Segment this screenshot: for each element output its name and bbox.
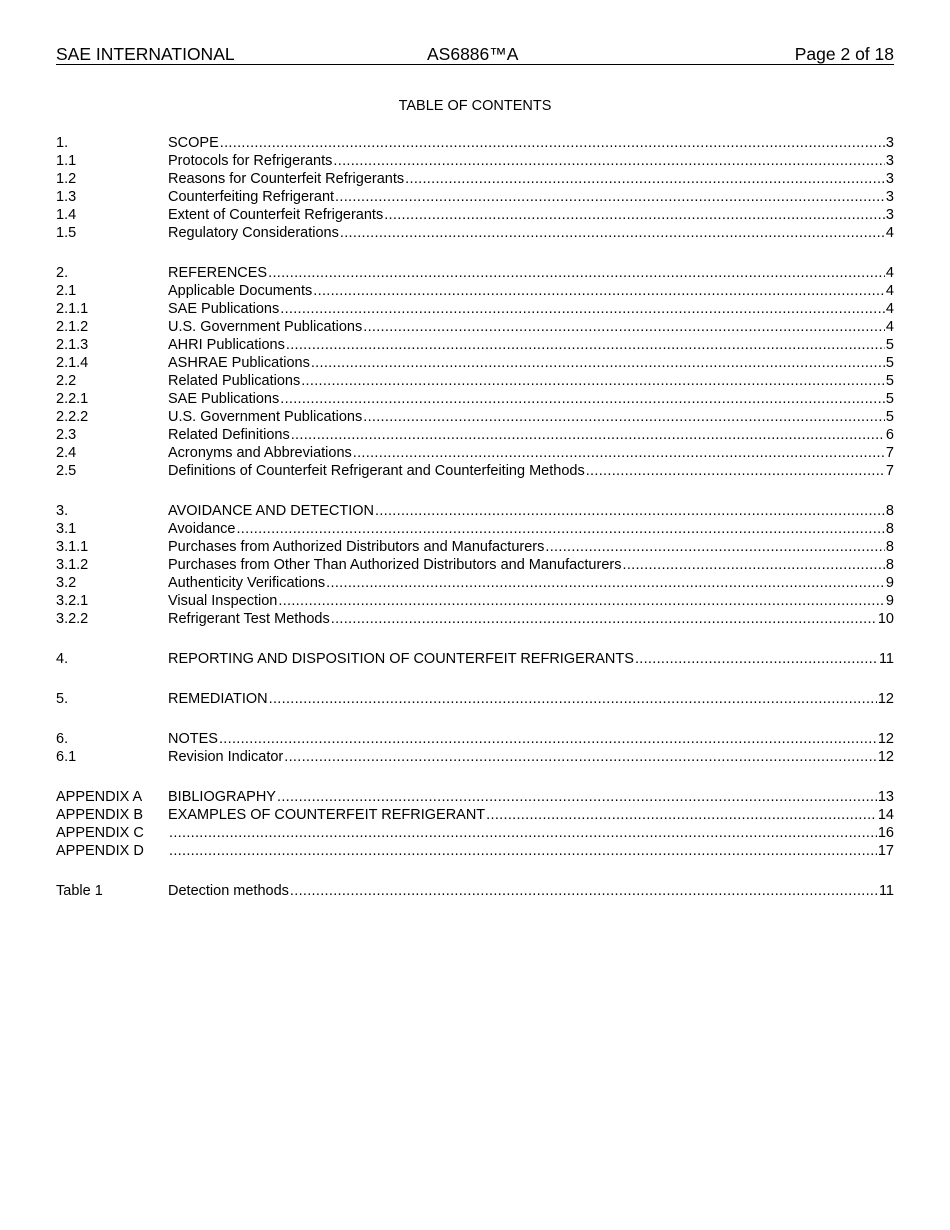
toc-entry-title: Regulatory Considerations — [168, 225, 339, 241]
toc-entry-title: Related Definitions — [168, 427, 290, 443]
toc-entry-number: APPENDIX C — [56, 825, 144, 841]
toc-entry-number: 2.1.1 — [56, 301, 89, 317]
toc-dot-leader — [268, 264, 885, 282]
toc-entry-page: 5 — [885, 391, 894, 407]
toc-entry-title: BIBLIOGRAPHY — [168, 789, 276, 805]
toc-entry-number: 2.1.4 — [56, 355, 89, 371]
toc-dot-leader — [333, 152, 885, 170]
toc-entry-number: 6. — [56, 731, 69, 747]
toc-dot-leader — [311, 354, 885, 372]
toc-entry-page: 4 — [885, 283, 894, 299]
toc-entry-title: Visual Inspection — [168, 593, 278, 609]
toc-dot-leader — [375, 502, 885, 520]
toc-entry-title: Detection methods — [168, 883, 289, 899]
toc-title: TABLE OF CONTENTS — [398, 98, 552, 114]
toc-entry-number: 2.2.2 — [56, 409, 89, 425]
toc-entry-title: Applicable Documents — [168, 283, 313, 299]
toc-entry-page: 4 — [885, 319, 894, 335]
toc-section-group — [56, 502, 894, 628]
toc-entry[interactable] — [56, 610, 894, 628]
toc-dot-leader — [363, 318, 885, 336]
toc-entry-title: NOTES — [168, 731, 218, 747]
toc-entry[interactable] — [56, 170, 894, 188]
toc-entry-number: 2.2 — [56, 373, 77, 389]
toc-entry-number: 2.3 — [56, 427, 77, 443]
toc-entry[interactable] — [56, 224, 894, 242]
toc-section-group — [56, 690, 894, 708]
toc-entry[interactable] — [56, 336, 894, 354]
toc-entry-page: 12 — [877, 691, 894, 707]
toc-entry[interactable] — [56, 730, 894, 748]
toc-entry-number: APPENDIX D — [56, 843, 144, 859]
toc-dot-leader — [278, 592, 885, 610]
toc-entry-page: 10 — [877, 611, 894, 627]
table-of-contents — [56, 134, 894, 922]
toc-entry-page: 11 — [878, 651, 894, 667]
toc-entry-number: Table 1 — [56, 883, 103, 899]
organization-name: SAE INTERNATIONAL — [56, 44, 235, 64]
toc-entry[interactable] — [56, 538, 894, 556]
toc-entry-number: 3. — [56, 503, 69, 519]
toc-dot-leader — [284, 748, 877, 766]
toc-entry[interactable] — [56, 426, 894, 444]
toc-entry-title: Definitions of Counterfeit Refrigerant and Counterfeiting Methods — [168, 463, 585, 479]
page-header — [56, 44, 894, 65]
toc-entry[interactable] — [56, 824, 894, 842]
toc-entry[interactable] — [56, 188, 894, 206]
toc-entry[interactable] — [56, 390, 894, 408]
toc-entry-page: 3 — [885, 135, 894, 151]
toc-entry-title: ASHRAE Publications — [168, 355, 310, 371]
toc-dot-leader — [277, 788, 877, 806]
toc-dot-leader — [280, 390, 885, 408]
toc-entry-page: 11 — [878, 883, 894, 899]
page-indicator: Page 2 of 18 — [794, 44, 894, 64]
toc-entry-number: 3.1.2 — [56, 557, 89, 573]
toc-dot-leader — [291, 426, 885, 444]
toc-entry-title: AHRI Publications — [168, 337, 285, 353]
toc-dot-leader — [236, 520, 884, 538]
toc-dot-leader — [280, 300, 885, 318]
toc-entry-number: 3.2 — [56, 575, 77, 591]
toc-entry-page: 3 — [885, 207, 894, 223]
toc-entry[interactable] — [56, 318, 894, 336]
toc-entry[interactable] — [56, 650, 894, 668]
toc-entry[interactable] — [56, 300, 894, 318]
toc-entry[interactable] — [56, 882, 894, 900]
toc-dot-leader — [363, 408, 885, 426]
toc-section-group — [56, 650, 894, 668]
toc-entry-number: 1.4 — [56, 207, 77, 223]
toc-dot-leader — [326, 574, 885, 592]
toc-entry-number: 4. — [56, 651, 69, 667]
toc-entry[interactable] — [56, 592, 894, 610]
toc-entry-page: 4 — [885, 301, 894, 317]
toc-entry-number: APPENDIX B — [56, 807, 144, 823]
toc-dot-leader — [340, 224, 885, 242]
toc-entry-title: Acronyms and Abbreviations — [168, 445, 352, 461]
toc-dot-leader — [313, 282, 885, 300]
toc-section-group — [56, 134, 894, 242]
toc-dot-leader — [335, 188, 885, 206]
toc-dot-leader — [290, 882, 878, 900]
toc-entry-title: U.S. Government Publications — [168, 409, 363, 425]
toc-entry[interactable] — [56, 408, 894, 426]
toc-entry[interactable] — [56, 748, 894, 766]
toc-entry-number: 2.2.1 — [56, 391, 89, 407]
toc-entry-page: 7 — [885, 463, 894, 479]
toc-entry[interactable] — [56, 206, 894, 224]
toc-entry-page: 5 — [885, 409, 894, 425]
toc-entry-page: 7 — [885, 445, 894, 461]
toc-entry-title: Avoidance — [168, 521, 236, 537]
toc-entry-page: 3 — [885, 153, 894, 169]
toc-entry-page: 16 — [877, 825, 894, 841]
toc-entry-number: 2. — [56, 265, 69, 281]
toc-section-group — [56, 264, 894, 480]
toc-entry-title: Extent of Counterfeit Refrigerants — [168, 207, 384, 223]
toc-entry-title: Authenticity Verifications — [168, 575, 326, 591]
toc-entry-title: Counterfeiting Refrigerant — [168, 189, 335, 205]
document-number: AS6886™A — [427, 44, 519, 64]
toc-entry[interactable] — [56, 354, 894, 372]
toc-entry-page: 5 — [885, 355, 894, 371]
toc-section-group — [56, 730, 894, 766]
toc-entry-title: Revision Indicator — [168, 749, 284, 765]
toc-entry-title: U.S. Government Publications — [168, 319, 363, 335]
toc-entry[interactable] — [56, 372, 894, 390]
toc-dot-leader — [331, 610, 877, 628]
toc-entry-page: 8 — [885, 539, 894, 555]
toc-entry-title: Reasons for Counterfeit Refrigerants — [168, 171, 405, 187]
toc-entry[interactable] — [56, 690, 894, 708]
toc-entry[interactable] — [56, 842, 894, 860]
toc-entry-page: 17 — [877, 843, 894, 859]
toc-entry-number: 3.1 — [56, 521, 77, 537]
toc-entry-title: Purchases from Authorized Distributors and Manufacturers — [168, 539, 545, 555]
toc-entry[interactable] — [56, 134, 894, 152]
toc-entry-number: APPENDIX A — [56, 789, 143, 805]
toc-entry-page: 12 — [877, 731, 894, 747]
toc-entry-title: SAE Publications — [168, 301, 280, 317]
toc-entry[interactable] — [56, 574, 894, 592]
toc-entry-page: 8 — [885, 521, 894, 537]
toc-dot-leader — [286, 336, 885, 354]
toc-entry-page: 4 — [885, 265, 894, 281]
toc-dot-leader — [384, 206, 885, 224]
toc-entry[interactable] — [56, 152, 894, 170]
toc-entry-page: 14 — [877, 807, 894, 823]
toc-entry-number: 3.2.1 — [56, 593, 89, 609]
toc-entry-page: 8 — [885, 557, 894, 573]
toc-entry-title: REFERENCES — [168, 265, 268, 281]
toc-entry-number: 6.1 — [56, 749, 77, 765]
toc-entry-number: 1.5 — [56, 225, 77, 241]
toc-entry-number: 2.4 — [56, 445, 77, 461]
toc-entry-title: REMEDIATION — [168, 691, 268, 707]
toc-entry-page: 6 — [885, 427, 894, 443]
toc-entry-number: 5. — [56, 691, 69, 707]
toc-entry-page: 3 — [885, 171, 894, 187]
toc-entry[interactable] — [56, 502, 894, 520]
toc-entry-number: 1.3 — [56, 189, 77, 205]
toc-dot-leader — [169, 824, 877, 842]
toc-entry-page: 4 — [885, 225, 894, 241]
toc-entry-number: 3.1.1 — [56, 539, 89, 555]
toc-dot-leader — [269, 690, 877, 708]
toc-entry-title: SCOPE — [168, 135, 219, 151]
toc-section-group — [56, 788, 894, 860]
toc-entry[interactable] — [56, 282, 894, 300]
toc-entry[interactable] — [56, 806, 894, 824]
toc-section-group — [56, 882, 894, 900]
toc-entry[interactable] — [56, 788, 894, 806]
toc-entry-title: Related Publications — [168, 373, 301, 389]
toc-entry-number: 2.1 — [56, 283, 77, 299]
toc-entry-number: 1.1 — [56, 153, 77, 169]
toc-entry-title: EXAMPLES OF COUNTERFEIT REFRIGERANT — [168, 807, 486, 823]
toc-entry[interactable] — [56, 264, 894, 282]
toc-dot-leader — [635, 650, 878, 668]
toc-entry-page: 12 — [877, 749, 894, 765]
toc-dot-leader — [545, 538, 885, 556]
toc-entry[interactable] — [56, 556, 894, 574]
toc-dot-leader — [219, 730, 877, 748]
toc-entry-title: REPORTING AND DISPOSITION OF COUNTERFEIT REFRIGERANTS — [168, 651, 634, 667]
toc-entry-number: 2.5 — [56, 463, 77, 479]
toc-entry[interactable] — [56, 520, 894, 538]
toc-dot-leader — [622, 556, 884, 574]
toc-entry-title: Refrigerant Test Methods — [168, 611, 330, 627]
toc-entry-title: SAE Publications — [168, 391, 280, 407]
toc-entry-number: 2.1.2 — [56, 319, 89, 335]
toc-entry-number: 2.1.3 — [56, 337, 89, 353]
toc-dot-leader — [486, 806, 877, 824]
toc-dot-leader — [353, 444, 885, 462]
toc-dot-leader — [405, 170, 885, 188]
toc-dot-leader — [220, 134, 885, 152]
toc-entry-number: 1.2 — [56, 171, 77, 187]
toc-entry-page: 5 — [885, 373, 894, 389]
toc-entry-title: Purchases from Other Than Authorized Distributors and Manufacturers — [168, 557, 622, 573]
toc-dot-leader — [301, 372, 885, 390]
toc-entry-page: 3 — [885, 189, 894, 205]
toc-dot-leader — [169, 842, 877, 860]
toc-entry-number: 1. — [56, 135, 69, 151]
toc-entry-page: 9 — [885, 593, 894, 609]
toc-entry-page: 8 — [885, 503, 894, 519]
toc-entry-number: 3.2.2 — [56, 611, 89, 627]
toc-dot-leader — [586, 462, 885, 480]
toc-entry[interactable] — [56, 444, 894, 462]
toc-entry-page: 5 — [885, 337, 894, 353]
toc-entry-page: 13 — [877, 789, 894, 805]
toc-entry-page: 9 — [885, 575, 894, 591]
toc-entry-title: AVOIDANCE AND DETECTION — [168, 503, 374, 519]
toc-entry[interactable] — [56, 462, 894, 480]
toc-entry-title: Protocols for Refrigerants — [168, 153, 333, 169]
